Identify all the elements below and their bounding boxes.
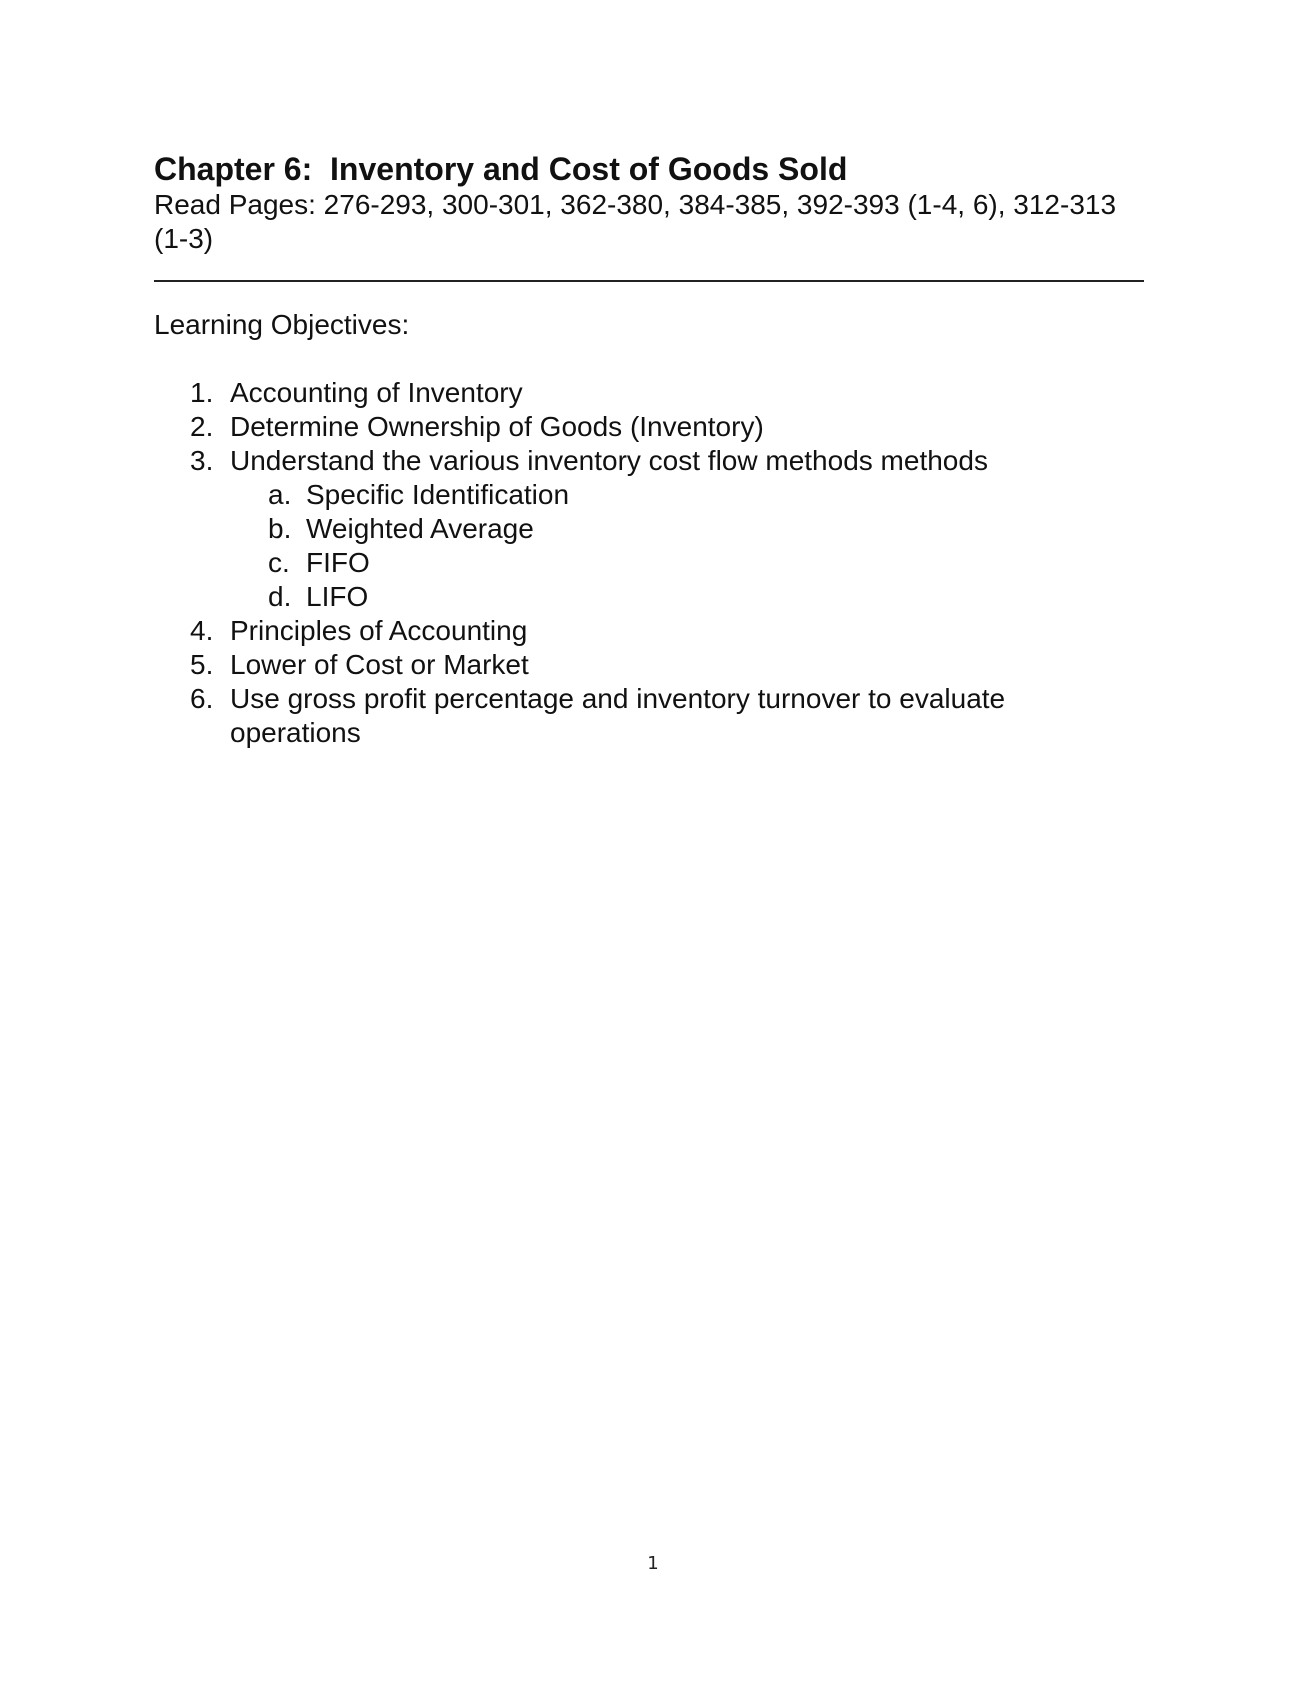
objective-text: Use gross profit percentage and inventory turnover to evaluate operations bbox=[230, 683, 1006, 748]
objective-number: 4. bbox=[190, 615, 214, 646]
objective-number: 5. bbox=[190, 649, 214, 680]
horizontal-rule bbox=[154, 280, 1144, 282]
sub-objective-item bbox=[230, 580, 1144, 614]
sub-objective-letter: d. bbox=[268, 581, 292, 612]
objective-number: 1. bbox=[190, 377, 214, 408]
cost-flow-methods-list bbox=[230, 478, 1144, 614]
page-number: 1 bbox=[647, 1553, 659, 1574]
objective-item bbox=[154, 376, 1144, 410]
objective-item bbox=[154, 682, 1110, 750]
objective-text: Accounting of Inventory bbox=[230, 377, 523, 408]
objective-item bbox=[154, 614, 1144, 648]
objective-item bbox=[154, 648, 1144, 682]
sub-objective-letter: a. bbox=[268, 479, 292, 510]
objective-item bbox=[154, 444, 1144, 614]
objective-text: Determine Ownership of Goods (Inventory) bbox=[230, 411, 764, 442]
sub-objective-text: FIFO bbox=[306, 547, 370, 578]
objectives-heading: Learning Objectives: bbox=[154, 309, 410, 340]
reading-assignment: Read Pages: 276-293, 300-301, 362-380, 384-385, 392-393 (1-4, 6), 312-313 (1-3) bbox=[154, 189, 1117, 254]
page-content bbox=[154, 150, 1144, 750]
sub-objective-item bbox=[230, 478, 1144, 512]
sub-objective-item bbox=[230, 546, 1144, 580]
sub-objective-text: LIFO bbox=[306, 581, 369, 612]
chapter-title: Chapter 6: Inventory and Cost of Goods Sold bbox=[154, 151, 848, 187]
objective-number: 2. bbox=[190, 411, 214, 442]
sub-objective-text: Specific Identification bbox=[306, 479, 570, 510]
objective-text: Understand the various inventory cost flow methods methods bbox=[230, 445, 988, 476]
sub-objective-text: Weighted Average bbox=[306, 513, 534, 544]
sub-objective-letter: c. bbox=[268, 547, 290, 578]
objective-number: 3. bbox=[190, 445, 214, 476]
sub-objective-letter: b. bbox=[268, 513, 292, 544]
objective-item bbox=[154, 410, 1144, 444]
objective-text: Lower of Cost or Market bbox=[230, 649, 529, 680]
objective-text: Principles of Accounting bbox=[230, 615, 528, 646]
objectives-list bbox=[154, 376, 1144, 750]
objective-number: 6. bbox=[190, 683, 214, 714]
sub-objective-item bbox=[230, 512, 1144, 546]
